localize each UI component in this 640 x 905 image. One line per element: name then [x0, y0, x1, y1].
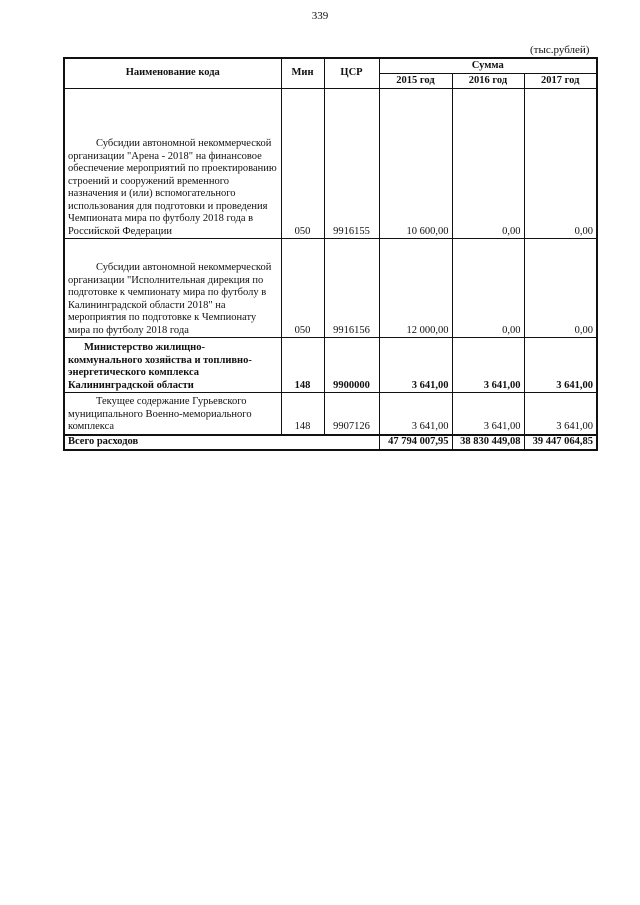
row-2016: 3 641,00 — [452, 393, 524, 435]
row-2016: 0,00 — [452, 239, 524, 338]
header-row-1 — [64, 58, 597, 74]
total-label: Всего расходов — [64, 435, 379, 450]
header-year-2016: 2016 год — [452, 74, 524, 89]
header-year-2015: 2015 год — [379, 74, 452, 89]
row-name: Текущее содержание Гурьевского муниципального Военно-мемориального комплекса — [64, 393, 281, 435]
row-min: 148 — [281, 393, 324, 435]
total-row — [64, 435, 597, 450]
units-label: (тыс.рублей) — [530, 44, 590, 56]
table-row — [64, 393, 597, 435]
row-csr: 9916155 — [324, 89, 379, 239]
row-min: 050 — [281, 89, 324, 239]
row-2015: 3 641,00 — [379, 393, 452, 435]
row-name: Субсидии автономной некоммерческой организации "Арена - 2018" на финансовое обеспечение мероприятий по проектированию строений и сооружений временного назначения и (или) вспомогательного использования для подготовки и проведения Чемпионата мира по футболу 2018 года в Российской Федерации — [64, 89, 281, 239]
header-sum: Сумма — [379, 58, 597, 74]
row-2016: 0,00 — [452, 89, 524, 239]
header-min: Мин — [281, 58, 324, 89]
row-2017: 3 641,00 — [524, 393, 597, 435]
row-2017: 3 641,00 — [524, 338, 597, 393]
total-2015: 47 794 007,95 — [379, 435, 452, 450]
row-min: 050 — [281, 239, 324, 338]
row-2017: 0,00 — [524, 239, 597, 338]
row-min: 148 — [281, 338, 324, 393]
row-name: Министерство жилищно- коммунального хозяйства и топливно-энергетического комплекса Калининградской области — [64, 338, 281, 393]
header-year-2017: 2017 год — [524, 74, 597, 89]
table-row — [64, 89, 597, 239]
table-row — [64, 239, 597, 338]
row-2015: 3 641,00 — [379, 338, 452, 393]
row-csr: 9907126 — [324, 393, 379, 435]
row-name: Субсидии автономной некоммерческой организации "Исполнительная дирекция по подготовке к чемпионату мира по футболу в Калининградской области 2018" на мероприятия по подготовке к Чемпионату мира по футболу 2018 года — [64, 239, 281, 338]
row-csr: 9900000 — [324, 338, 379, 393]
budget-table — [63, 57, 598, 451]
row-2015: 12 000,00 — [379, 239, 452, 338]
total-2016: 38 830 449,08 — [452, 435, 524, 450]
row-2016: 3 641,00 — [452, 338, 524, 393]
header-csr: ЦСР — [324, 58, 379, 89]
page-number: 339 — [311, 10, 329, 22]
row-csr: 9916156 — [324, 239, 379, 338]
table-row — [64, 338, 597, 393]
row-2015: 10 600,00 — [379, 89, 452, 239]
row-2017: 0,00 — [524, 89, 597, 239]
header-name: Наименование кода — [64, 58, 281, 89]
total-2017: 39 447 064,85 — [524, 435, 597, 450]
